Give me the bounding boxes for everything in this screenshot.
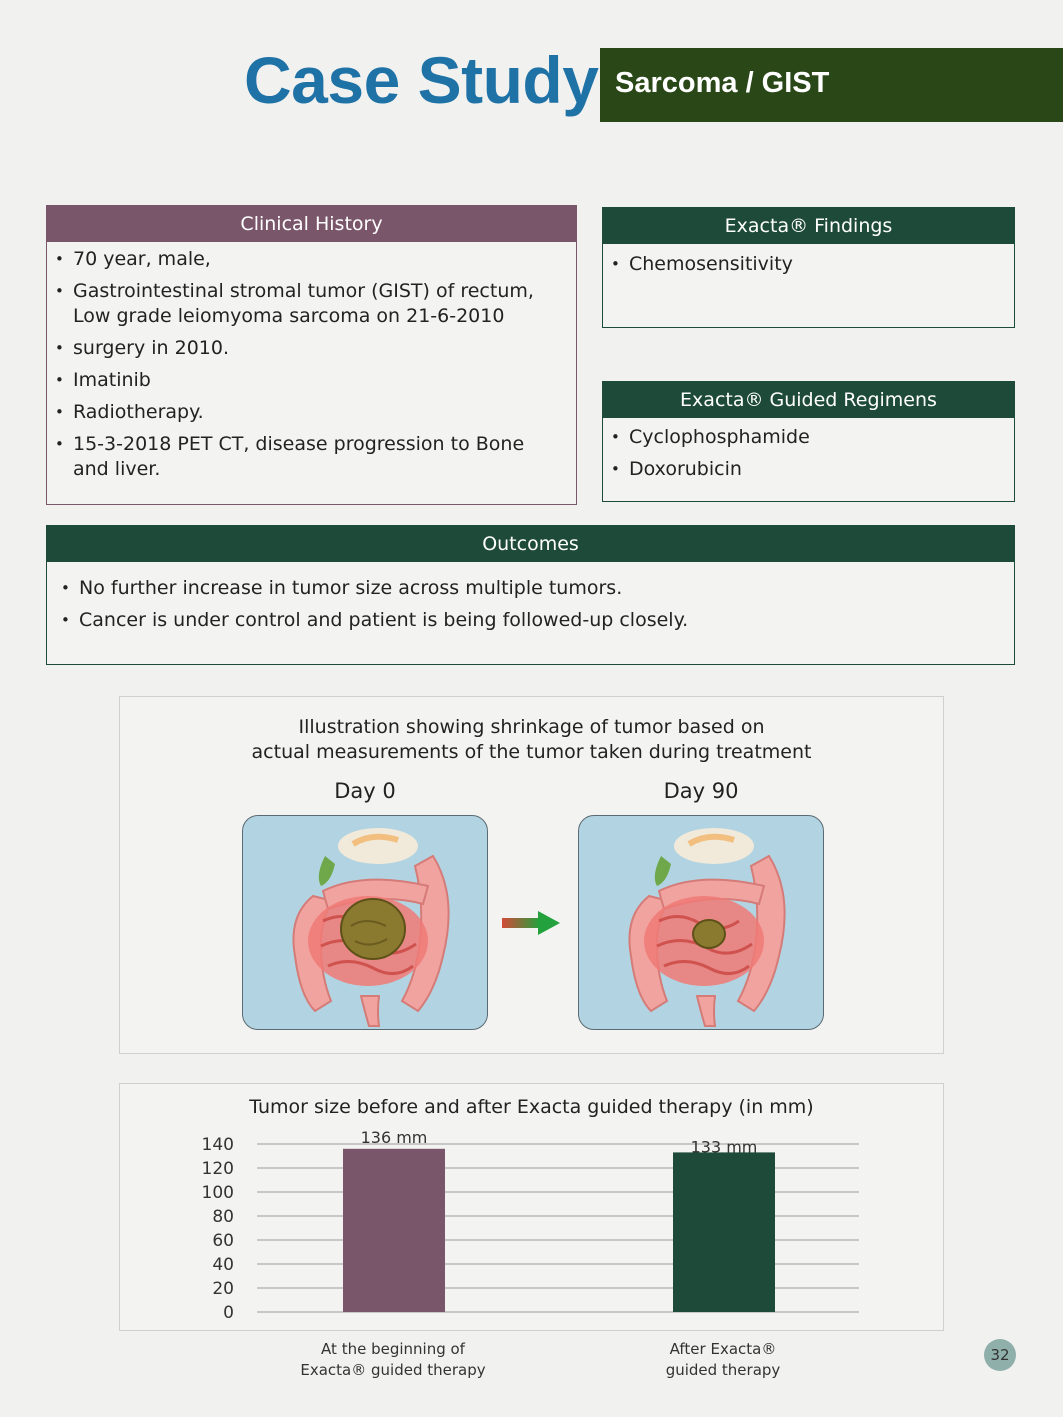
chart-category-line: guided therapy [665,1361,781,1379]
clinical-history-title: Clinical History [47,206,576,242]
guided-regimens-list [603,418,1014,482]
outcomes-box [46,525,1015,665]
list-item: • Gastrointestinal stromal tumor (GIST) of rectum, Low grade leiomyoma sarcoma on 21-6-2010 [47,279,562,329]
day0-label: Day 0 [334,779,396,803]
chart-bar [673,1152,775,1312]
chart-category-line: Exacta® guided therapy [300,1361,486,1379]
chart-title: Tumor size before and after Exacta guided therapy (in mm) [249,1096,814,1118]
list-item: • Cyclophosphamide [603,425,1014,450]
page-number: 32 [984,1339,1016,1371]
list-item: • 15-3-2018 PET CT, disease progression to Bone and liver. [47,432,562,482]
progression-arrow-icon [500,907,564,939]
cancer-type-banner [600,48,1063,122]
exacta-findings-list [603,244,1014,277]
day90-intestine-image [578,815,824,1030]
bar-data-label: 136 mm [360,1127,428,1147]
tumor-size-chart [119,1083,944,1331]
y-tick-label: 60 [212,1231,234,1251]
cancer-type-label: Sarcoma / GIST [615,67,830,99]
chart-bar [343,1149,445,1312]
outcomes-list [47,562,1014,633]
chart-category-line: At the beginning of [321,1340,465,1358]
chart-plot-area [120,1084,942,1329]
day90-label: Day 90 [663,779,739,803]
guided-regimens-box [602,381,1015,502]
list-item: • Chemosensitivity [603,252,1014,277]
exacta-findings-box [602,207,1015,328]
guided-regimens-title: Exacta® Guided Regimens [603,382,1014,418]
list-item: • Cancer is under control and patient is being followed-up closely. [53,608,1014,633]
tumor-shrinkage-illustration [119,696,944,1054]
clinical-history-box [46,205,577,505]
intestine-illustration [243,816,488,1030]
chart-category-line: After Exacta® [669,1340,777,1358]
clinical-history-list [47,242,576,482]
bar-data-label: 133 mm [690,1137,758,1157]
list-item: • surgery in 2010. [47,336,562,361]
chart-category-label [613,1339,833,1381]
y-tick-label: 0 [223,1303,234,1323]
day0-intestine-image [242,815,488,1030]
illustration-caption-line: Illustration showing shrinkage of tumor based on [298,716,765,738]
y-tick-label: 40 [212,1255,234,1275]
y-tick-label: 20 [212,1279,234,1299]
y-tick-label: 140 [201,1135,234,1155]
outcomes-title: Outcomes [47,526,1014,562]
y-tick-label: 80 [212,1207,234,1227]
illustration-caption-line: actual measurements of the tumor taken during treatment [251,741,812,763]
intestine-illustration [579,816,824,1030]
list-item: • Radiotherapy. [47,400,562,425]
y-tick-label: 100 [201,1183,234,1203]
list-item: • Imatinib [47,368,562,393]
chart-category-label [283,1339,503,1381]
page-title: Case Study [244,43,599,117]
y-tick-label: 120 [201,1159,234,1179]
illustration-caption [120,715,943,765]
exacta-findings-title: Exacta® Findings [603,208,1014,244]
list-item: • 70 year, male, [47,247,562,272]
list-item: • No further increase in tumor size across multiple tumors. [53,576,1014,601]
list-item: • Doxorubicin [603,457,1014,482]
